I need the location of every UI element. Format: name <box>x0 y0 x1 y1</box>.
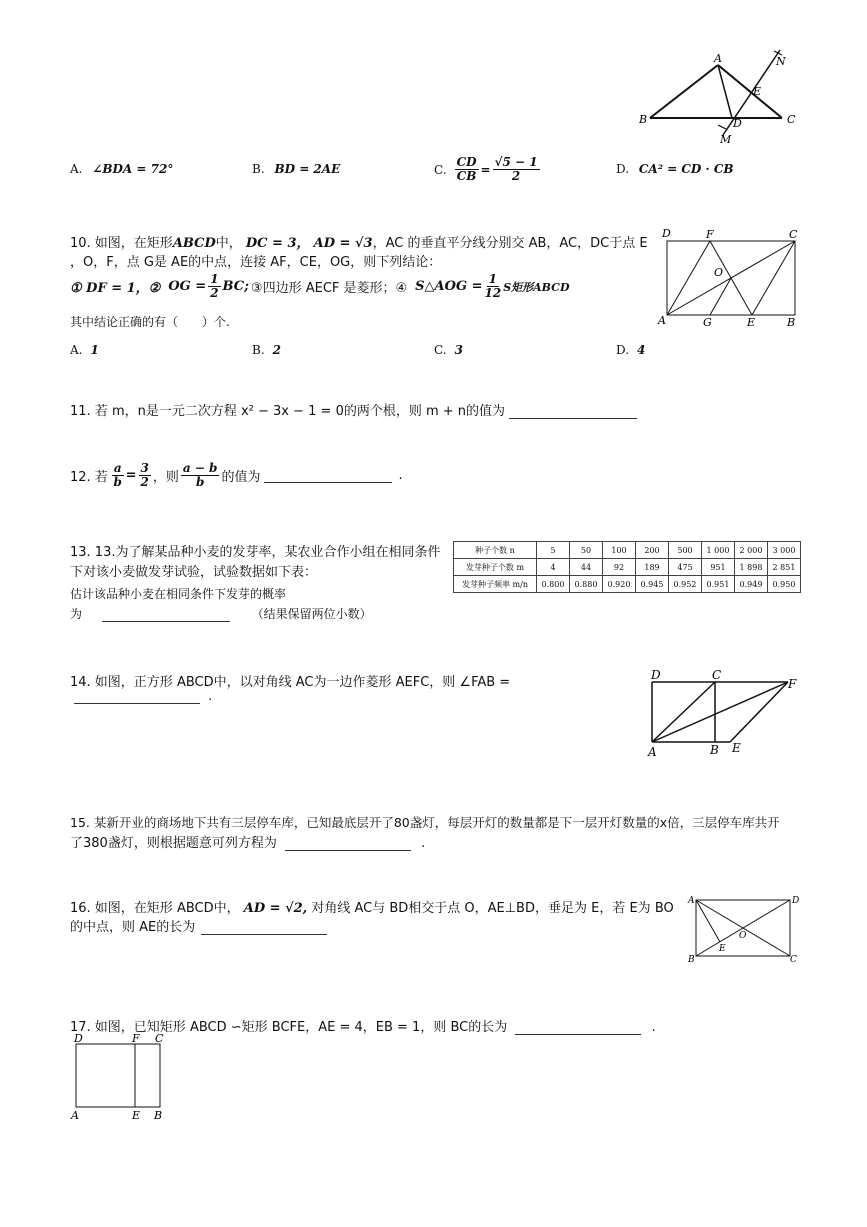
q15-line2-text: 了380盏灯，则根据题意可列方程为 <box>70 836 277 851</box>
q13-line4-suffix: （结果保留两位小数） <box>251 607 372 621</box>
table-row <box>454 542 801 559</box>
q10-line1-ad: AD = √3 <box>313 236 373 251</box>
q11-question <box>70 400 637 419</box>
q10-conclusion-2-num: 1 <box>210 272 219 286</box>
q13-line3: 估计该品种小麦在相同条件下发芽的概率 <box>70 587 287 601</box>
table-cell: 475 <box>669 559 702 576</box>
q16-label-d: D <box>792 896 800 906</box>
q10-label-d: D <box>662 227 671 240</box>
q13-data-table-wrapper <box>453 541 801 593</box>
q10-option-b-letter: B. <box>252 343 265 357</box>
q14-label-b: B <box>710 743 719 757</box>
q10-conclusion-2-lhs: OG = <box>168 279 207 294</box>
table-cell: 92 <box>603 559 636 576</box>
q14-label-d: D <box>651 668 661 682</box>
q14-label-c: C <box>712 668 722 682</box>
q10-option-a-letter: A. <box>70 343 83 357</box>
q13-line4-prefix: 为 <box>70 607 83 621</box>
q12-den2: 2 <box>140 475 149 489</box>
q14-label-a: A <box>648 745 657 759</box>
q10-conclusion-2-rhs: BC; <box>222 279 249 294</box>
q9-label-m: M <box>720 133 732 146</box>
q14-answer-blank[interactable] <box>74 689 200 704</box>
q12-den1: b <box>113 475 122 489</box>
q16-rectangle-figure <box>684 890 804 970</box>
q10-line1 <box>70 232 648 251</box>
table-cell: 5 <box>537 542 570 559</box>
table-cell: 0.800 <box>537 576 570 593</box>
q10-option-d-text: 4 <box>637 343 646 357</box>
q9-option-c-letter: C. <box>434 162 447 177</box>
q9-option-b-letter: B. <box>252 162 265 176</box>
table-cell: 50 <box>570 542 603 559</box>
q17-label-e: E <box>132 1109 141 1122</box>
q9-triangle-figure <box>630 45 800 145</box>
q10-label-g: G <box>703 316 712 329</box>
q13-answer-blank[interactable] <box>102 607 230 622</box>
q16-line2 <box>70 916 327 935</box>
q16-line2-text: 的中点，则 AE的长为 <box>70 920 196 935</box>
q9-option-b-text: BD = 2AE <box>274 162 341 176</box>
q13-data-table <box>453 541 801 593</box>
table-row <box>454 576 801 593</box>
q10-option-a-text: 1 <box>90 343 99 357</box>
q10-label-f: F <box>706 228 714 241</box>
q10-option-c-text: 3 <box>454 343 463 357</box>
q10-rectangle-figure <box>655 228 805 328</box>
q10-option-a <box>70 343 99 357</box>
q9-option-b <box>252 162 340 176</box>
q9-option-d <box>616 162 734 176</box>
q16-label-a: A <box>688 896 695 906</box>
q17-text: 17. 如图，已知矩形 ABCD ∽矩形 BCFE，AE = 4，EB = 1，则 BC的长为 <box>70 1020 508 1035</box>
table-cell: 2 000 <box>735 542 768 559</box>
q17-rectangle-svg <box>66 1032 176 1122</box>
q10-conclusion-4-rhs: S矩形ABCD <box>503 280 570 294</box>
q10-conclusion-4-lhs: S△AOG = <box>415 279 483 294</box>
q10-label-o: O <box>714 266 724 279</box>
q10-line1-dc: DC = 3， <box>245 236 310 251</box>
q16-line1-rest: 对角线 AC与 BD相交于点 O，AE⊥BD，垂足为 E，若 E为 BO <box>311 901 674 916</box>
q9-label-a: A <box>714 52 722 65</box>
q13-line2: 下对该小麦做发芽试验，试验数据如下表： <box>70 565 318 580</box>
q10-option-c-letter: C. <box>434 343 447 357</box>
q10-option-d <box>616 343 645 357</box>
q9-label-n: N <box>776 55 786 68</box>
q10-option-d-letter: D. <box>616 343 630 357</box>
q10-conclusion-4-den: 12 <box>484 286 502 300</box>
q17-label-f: F <box>132 1032 140 1045</box>
q10-line1-mid: 中， <box>215 236 242 251</box>
table-cell: 0.950 <box>768 576 801 593</box>
q10-conclusion-4-num: 1 <box>488 272 498 286</box>
table-cell: 44 <box>570 559 603 576</box>
table-cell: 0.880 <box>570 576 603 593</box>
q12-num3: a − b <box>182 461 218 475</box>
table-cell: 0.920 <box>603 576 636 593</box>
q10-option-b <box>252 343 281 357</box>
q9-option-a-text: ∠BDA = 72° <box>92 162 174 176</box>
q10-conclusion-1: ① DF = 1，② <box>70 281 161 296</box>
q11-text: 11. 若 m，n是一元二次方程 x² − 3x − 1 = 0的两个根，则 m + n的值为 <box>70 404 506 419</box>
q9-triangle-svg <box>630 45 800 145</box>
q15-line1: 15. 某新开业的商场地下共有三层停车库，已知最底层开了80盏灯，每层开灯的数量都是下一层开灯数量的x倍，三层停车库共开 <box>70 815 780 830</box>
table-cell: 0.951 <box>702 576 735 593</box>
q12-den3: b <box>195 475 205 489</box>
q10-option-c <box>434 343 463 357</box>
q9-option-d-text: CA² = CD · CB <box>638 162 734 176</box>
q9-label-b: B <box>639 113 648 126</box>
q9-label-e: E <box>753 85 762 98</box>
q12-eq: = <box>125 468 137 483</box>
q16-answer-blank[interactable] <box>201 920 327 935</box>
table-cell: 1 898 <box>735 559 768 576</box>
q10-label-a: A <box>658 314 666 327</box>
table-cell: 200 <box>636 542 669 559</box>
q12-num1: a <box>113 461 122 475</box>
table-cell: 0.952 <box>669 576 702 593</box>
q11-answer-blank[interactable] <box>509 404 637 419</box>
q10-line1-rest: ，AC 的垂直平分线分别交 AB，AC，DC于点 E <box>372 236 648 251</box>
q14-label-e: E <box>732 741 741 755</box>
table-row <box>454 559 801 576</box>
q9-option-c-num: CD <box>456 155 477 169</box>
q16-line1 <box>70 897 674 916</box>
q17-label-c: C <box>155 1032 164 1045</box>
table-cell: 100 <box>603 542 636 559</box>
q13-row-header-1: 发芽种子个数 m <box>454 559 537 576</box>
q13-line4 <box>70 605 372 622</box>
q9-option-c-num2: √5 − 1 <box>494 155 538 169</box>
q12-answer-blank[interactable] <box>264 468 392 483</box>
q12-end: . <box>398 468 403 483</box>
q16-rectangle-svg <box>684 890 804 970</box>
q10-option-b-text: 2 <box>272 343 281 357</box>
q15-line2 <box>70 832 425 851</box>
q15-answer-blank[interactable] <box>285 836 411 851</box>
q9-option-c-eq: = <box>480 162 491 177</box>
q12-suffix: 的值为 <box>221 470 261 485</box>
table-cell: 3 000 <box>768 542 801 559</box>
q15-end: . <box>421 836 426 851</box>
q12-num2: 3 <box>140 461 149 475</box>
q17-label-d: D <box>74 1032 83 1045</box>
q17-label-a: A <box>71 1109 79 1122</box>
table-cell: 500 <box>669 542 702 559</box>
q10-line2: ，O，F，点 G是 AE的中点，连接 AF，CE，OG，则下列结论： <box>70 255 442 270</box>
q10-line1-rect: ABCD <box>172 236 216 251</box>
q17-answer-blank[interactable] <box>515 1020 641 1035</box>
q9-label-d: D <box>733 117 742 130</box>
q9-option-c-den2: 2 <box>511 169 521 183</box>
q10-label-e: E <box>747 316 756 329</box>
q14-answer-line <box>74 689 212 704</box>
q14-end: . <box>208 689 213 704</box>
q16-label-o: O <box>739 931 747 941</box>
q12-question <box>70 462 403 489</box>
table-cell: 0.945 <box>636 576 669 593</box>
q9-option-d-letter: D. <box>616 162 630 176</box>
table-cell: 189 <box>636 559 669 576</box>
table-cell: 2 851 <box>768 559 801 576</box>
q10-label-c: C <box>789 228 798 241</box>
q13-row-header-2: 发芽种子频率 m/n <box>454 576 537 593</box>
q10-line4: 其中结论正确的有（ ）个. <box>70 315 230 329</box>
q13-line1: 13. 13.为了解某品种小麦的发芽率，某农业合作小组在相同条件 <box>70 545 441 560</box>
q12-mid: ，则 <box>152 470 179 485</box>
q9-option-c <box>434 156 542 183</box>
q10-conclusions <box>70 273 569 300</box>
q10-rectangle-svg <box>655 228 805 328</box>
table-cell: 4 <box>537 559 570 576</box>
q9-option-c-den: CB <box>456 169 477 183</box>
table-cell: 1 000 <box>702 542 735 559</box>
q12-prefix: 12. 若 <box>70 470 108 485</box>
q13-row-header-0: 种子个数 n <box>454 542 537 559</box>
q17-end: . <box>651 1020 656 1035</box>
q10-label-b: B <box>787 316 796 329</box>
q9-option-a-letter: A. <box>70 162 83 176</box>
q16-line1-math: AD = √2, <box>243 901 308 916</box>
q16-label-b: B <box>688 955 695 965</box>
q16-line1-prefix: 16. 如图，在矩形 ABCD中， <box>70 901 240 916</box>
q14-label-f: F <box>788 677 797 691</box>
q10-conclusion-2-den: 2 <box>210 286 219 300</box>
q17-rectangle-figure <box>66 1032 176 1122</box>
q10-conclusion-3: ③四边形 AECF 是菱形；④ <box>250 281 408 296</box>
table-cell: 951 <box>702 559 735 576</box>
q9-option-a <box>70 162 173 176</box>
q16-label-c: C <box>790 955 797 965</box>
q17-label-b: B <box>154 1109 163 1122</box>
q14-question: 14. 如图，正方形 ABCD中，以对角线 AC为一边作菱形 AEFC，则 ∠FAB = <box>70 675 511 690</box>
table-cell: 0.949 <box>735 576 768 593</box>
q14-rhombus-figure <box>640 664 805 764</box>
q10-line1-prefix: 10. 如图，在矩形 <box>70 236 173 251</box>
q9-label-c: C <box>787 113 796 126</box>
q14-rhombus-svg <box>640 664 805 764</box>
q16-label-e: E <box>719 944 726 954</box>
